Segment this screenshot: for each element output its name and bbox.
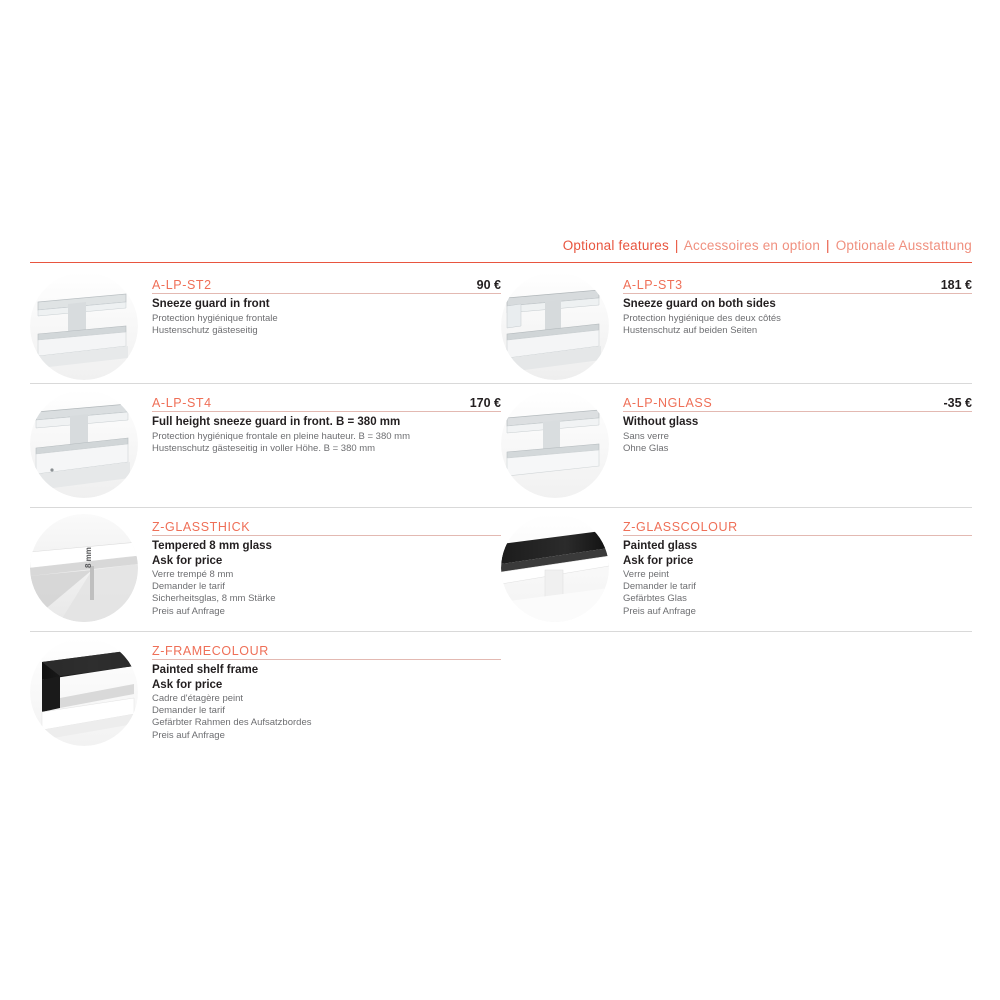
option-info xyxy=(152,638,501,742)
description-fr: Protection hygiénique des deux côtés xyxy=(623,312,781,324)
description-fr-sub: Demander le tarif xyxy=(152,581,225,593)
code-price-line xyxy=(623,520,972,536)
description-de: Ohne Glas xyxy=(623,442,669,454)
header-divider xyxy=(30,262,972,263)
product-thumbnail xyxy=(30,390,138,498)
description-de-sub: Preis auf Anfrage xyxy=(623,605,696,617)
table-row xyxy=(30,632,972,756)
description-en: Without glass xyxy=(623,416,699,428)
option-info xyxy=(152,514,501,618)
description-de: Gefärbter Rahmen des Aufsatzbordes xyxy=(152,717,312,729)
section-title-fr: Accessoires en option xyxy=(683,238,821,253)
empty-cell xyxy=(501,632,972,756)
product-thumbnail xyxy=(30,514,138,622)
code-price-line xyxy=(152,520,501,536)
option-price: 181 € xyxy=(940,278,972,292)
title-separator-1: | xyxy=(674,238,679,253)
option-info xyxy=(623,390,972,455)
option-code: A-LP-ST3 xyxy=(623,278,683,292)
product-thumbnail xyxy=(501,272,609,380)
product-thumbnail xyxy=(501,390,609,498)
description-en-sub: Ask for price xyxy=(623,554,694,567)
table-row xyxy=(30,266,972,384)
option-info xyxy=(152,272,501,337)
description-fr: Protection hygiénique frontale xyxy=(152,312,278,324)
options-list xyxy=(30,266,972,756)
option-item-a-lp-nglass[interactable] xyxy=(501,384,972,507)
option-code: A-LP-ST2 xyxy=(152,278,212,292)
title-separator-2: | xyxy=(826,238,830,253)
description-fr-sub: Demander le tarif xyxy=(152,705,225,717)
description-en: Full height sneeze guard in front. B = 380 mm xyxy=(152,416,401,428)
description-fr: Sans verre xyxy=(623,430,669,442)
description-fr: Cadre d'étagère peint xyxy=(152,693,244,705)
option-code: A-LP-ST4 xyxy=(152,396,212,410)
description-de: Gefärbtes Glas xyxy=(623,593,687,605)
description-en: Sneeze guard in front xyxy=(152,298,270,310)
code-price-line xyxy=(152,278,501,294)
option-item-z-glassthick[interactable] xyxy=(30,508,501,631)
product-thumbnail xyxy=(501,514,609,622)
description-fr: Protection hygiénique frontale en pleine hauteur. B = 380 mm xyxy=(152,430,410,442)
description-en: Painted glass xyxy=(623,540,698,552)
option-item-a-lp-st3[interactable] xyxy=(501,266,972,383)
description-en: Sneeze guard on both sides xyxy=(623,298,776,310)
option-code: Z-FRAMECOLOUR xyxy=(152,644,269,658)
description-en-sub: Ask for price xyxy=(152,554,223,567)
description-en-sub: Ask for price xyxy=(152,678,223,691)
product-thumbnail xyxy=(30,638,138,746)
option-code: A-LP-NGLASS xyxy=(623,396,713,410)
option-item-a-lp-st2[interactable] xyxy=(30,266,501,383)
description-en: Tempered 8 mm glass xyxy=(152,540,272,552)
option-info xyxy=(623,272,972,337)
option-price: -35 € xyxy=(943,396,972,410)
section-header xyxy=(30,238,972,253)
description-fr: Verre trempé 8 mm xyxy=(152,569,234,581)
description-de: Hustenschutz gästeseitig xyxy=(152,324,258,336)
description-fr: Verre peint xyxy=(623,569,669,581)
option-item-a-lp-st4[interactable] xyxy=(30,384,501,507)
description-en: Painted shelf frame xyxy=(152,664,259,676)
option-code: Z-GLASSCOLOUR xyxy=(623,520,738,534)
option-price: 170 € xyxy=(469,396,501,410)
option-code: Z-GLASSTHICK xyxy=(152,520,251,534)
code-price-line xyxy=(623,396,972,412)
glass-thickness-label: 8 mm xyxy=(84,547,93,568)
description-de-sub: Preis auf Anfrage xyxy=(152,729,225,741)
code-price-line xyxy=(152,644,501,660)
description-fr-sub: Demander le tarif xyxy=(623,581,696,593)
option-info xyxy=(623,514,972,618)
option-item-z-glasscolour[interactable] xyxy=(501,508,972,631)
option-info xyxy=(152,390,501,455)
table-row xyxy=(30,508,972,632)
section-title-de: Optionale Ausstattung xyxy=(835,238,972,253)
option-price: 90 € xyxy=(476,278,501,292)
description-de: Sicherheitsglas, 8 mm Stärke xyxy=(152,593,276,605)
table-row xyxy=(30,384,972,508)
section-title-en: Optional features xyxy=(562,238,669,253)
code-price-line xyxy=(152,396,501,412)
option-item-z-framecolour[interactable] xyxy=(30,632,501,756)
description-de: Hustenschutz gästeseitig in voller Höhe. B = 380 mm xyxy=(152,442,376,454)
description-de: Hustenschutz auf beiden Seiten xyxy=(623,324,758,336)
code-price-line xyxy=(623,278,972,294)
product-thumbnail xyxy=(30,272,138,380)
description-de-sub: Preis auf Anfrage xyxy=(152,605,225,617)
